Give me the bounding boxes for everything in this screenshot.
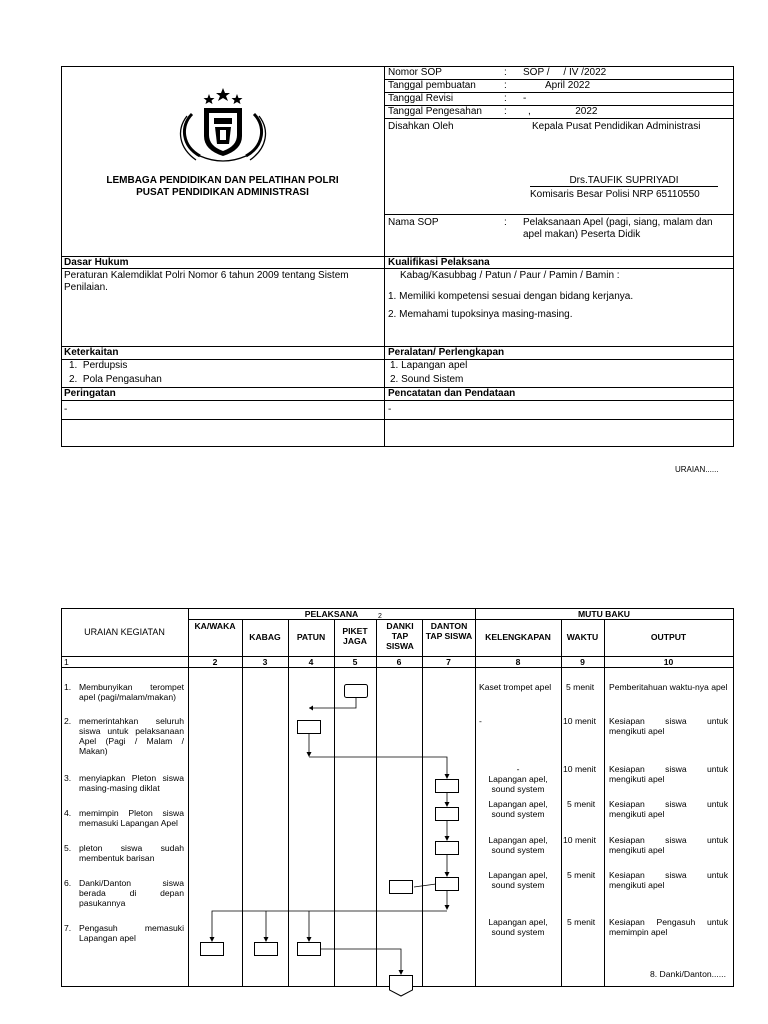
page-number: 2 <box>378 613 382 620</box>
signer-rank: Komisaris Besar Polisi NRP 65110550 <box>530 189 700 200</box>
col-kabag-header: KABAG <box>249 632 281 642</box>
tanggal-pengesahan-label: Tanggal Pengesahan <box>388 106 482 117</box>
tanggal-pengesahan-value: , 2022 <box>528 106 598 117</box>
col-number-9: 9 <box>580 657 585 667</box>
kualifikasi-title: Kualifikasi Pelaksana <box>388 257 490 268</box>
tanggal-pembuatan-label: Tanggal pembuatan <box>388 80 476 91</box>
tanggal-pembuatan-sep: : <box>504 80 507 91</box>
tanggal-revisi-sep: : <box>504 93 507 104</box>
step-3-kelengkapan: - Lapangan apel, sound system <box>488 764 548 794</box>
keterkaitan-title: Keterkaitan <box>64 347 119 358</box>
mutu-baku-header: MUTU BAKU <box>577 609 631 619</box>
col-kelengkapan-header: KELENGKAPAN <box>485 632 551 642</box>
step-4-no: 4. <box>64 808 72 818</box>
step-2-waktu: 10 menit <box>563 716 596 726</box>
tanggal-pengesahan-sep: : <box>504 106 507 117</box>
disahkan-label: Disahkan Oleh <box>388 121 454 132</box>
step-2-kelengkapan: - <box>479 716 482 726</box>
signer-name: Drs.TAUFIK SUPRIYADI <box>569 175 679 186</box>
continue-note: URAIAN...... <box>675 465 719 474</box>
col-number-5: 5 <box>352 657 358 667</box>
peralatan-item-2: 2. Sound Sistem <box>390 374 464 385</box>
step-1-waktu: 5 menit <box>566 682 595 692</box>
peringatan-text: - <box>64 404 68 415</box>
step-5-no: 5. <box>64 843 72 853</box>
step-6-text: Danki/Danton siswa berada di depan pasukannya <box>79 878 184 908</box>
nomor-sop-sep: : <box>504 67 507 78</box>
col-piket-header: PIKET JAGA <box>342 626 368 646</box>
step-1-output: Pemberitahuan waktu-nya apel <box>609 682 728 692</box>
kualifikasi-intro: Kabag/Kasubbag / Patun / Paur / Pamin / Bamin : <box>400 270 620 281</box>
col-number-6: 6 <box>396 657 402 667</box>
col-number-8: 8 <box>515 657 521 667</box>
col-number-2: 2 <box>212 657 218 667</box>
tanggal-pembuatan-value: April 2022 <box>545 80 591 91</box>
step-5-kelengkapan: Lapangan apel, sound system <box>488 835 548 855</box>
pencatatan-text: - <box>388 404 392 415</box>
step-1-no: 1. <box>64 682 72 692</box>
pencatatan-title: Pencatatan dan Pendataan <box>388 388 516 399</box>
step-6-no: 6. <box>64 878 72 888</box>
col-patun-header: PATUN <box>296 632 326 642</box>
peringatan-title: Peringatan <box>64 388 116 399</box>
step-6-output: Kesiapan siswa untuk mengikuti apel <box>609 870 728 890</box>
org-name-line2: PUSAT PENDIDIKAN ADMINISTRASI <box>136 187 309 198</box>
step-4-output: Kesiapan siswa untuk mengikuti apel <box>609 799 728 819</box>
step-3-output: Kesiapan siswa untuk mengikuti apel <box>609 764 728 784</box>
step-3-text: menyiapkan Pleton siswa masing-masing diklat <box>79 773 184 793</box>
step-5-waktu: 10 menit <box>563 835 596 845</box>
nama-sop-label: Nama SOP <box>388 217 439 228</box>
step-7-output: Kesiapan Pengasuh untuk memimpin apel <box>609 917 728 937</box>
col-number-4: 4 <box>308 657 314 667</box>
nama-sop-value: Pelaksanaan Apel (pagi, siang, malam dan apel makan) Peserta Didik <box>523 217 713 240</box>
step-7-waktu: 5 menit <box>567 917 596 927</box>
step-7-no: 7. <box>64 923 72 933</box>
disahkan-value: Kepala Pusat Pendidikan Administrasi <box>532 121 701 132</box>
step-2-text: memerintahkan seluruh siswa untuk pelaksanaan Apel (Pagi / Malam / Makan) <box>79 716 184 756</box>
step-6-waktu: 5 menit <box>567 870 596 880</box>
step-2-output: Kesiapan siswa untuk mengikuti apel <box>609 716 728 736</box>
step-1-kelengkapan: Kaset trompet apel <box>479 682 552 692</box>
kualifikasi-item-1: 1. Memiliki kompetensi sesuai dengan bidang kerjanya. <box>388 291 634 302</box>
keterkaitan-item-1: 1. Perdupsis <box>69 360 128 371</box>
col-uraian-header: URAIAN KEGIATAN <box>84 627 165 637</box>
pelaksana-header: PELAKSANA <box>304 609 359 619</box>
step-3-no: 3. <box>64 773 72 783</box>
step-1-text: Membunyikan terompet apel (pagi/malam/makan) <box>79 682 184 702</box>
step-4-waktu: 5 menit <box>567 799 596 809</box>
kualifikasi-item-2: 2. Memahami tupoksinya masing-masing. <box>388 309 573 320</box>
step-5-text: pleton siswa sudah membentuk barisan <box>79 843 184 863</box>
col-number-7: 7 <box>446 657 451 667</box>
col-kawaka-header: KA/WAKA <box>194 621 236 631</box>
step-7-kelengkapan: Lapangan apel, sound system <box>488 917 548 937</box>
col-output-header: OUTPUT <box>650 632 687 642</box>
col-danki-header: DANKI TAP SISWA <box>386 621 414 651</box>
peralatan-item-1: 1. Lapangan apel <box>390 360 468 371</box>
dasar-hukum-title: Dasar Hukum <box>64 257 129 268</box>
step-5-output: Kesiapan siswa untuk mengikuti apel <box>609 835 728 855</box>
nomor-sop-value: SOP / / IV /2022 <box>523 67 607 78</box>
step-7-text: Pengasuh memasuki Lapangan apel <box>79 923 184 943</box>
next-step-note: 8. Danki/Danton...... <box>650 969 726 979</box>
step-4-kelengkapan: Lapangan apel, sound system <box>488 799 548 819</box>
tanggal-revisi-value: - <box>523 93 527 104</box>
col-number-10: 10 <box>663 657 674 667</box>
step-2-no: 2. <box>64 716 72 726</box>
nama-sop-sep: : <box>504 217 507 228</box>
step-3-waktu: 10 menit <box>563 764 596 774</box>
peralatan-title: Peralatan/ Perlengkapan <box>388 347 505 358</box>
nomor-sop-label: Nomor SOP <box>388 67 442 78</box>
col-number-1: 1 <box>64 657 69 667</box>
org-name-line1: LEMBAGA PENDIDIKAN DAN PELATIHAN POLRI <box>106 175 339 186</box>
col-waktu-header: WAKTU <box>566 632 599 642</box>
step-6-kelengkapan: Lapangan apel, sound system <box>488 870 548 890</box>
step-4-text: memimpin Pleton siswa memasuki Lapangan Apel <box>79 808 184 828</box>
tanggal-revisi-label: Tanggal Revisi <box>388 93 454 104</box>
col-number-3: 3 <box>262 657 268 667</box>
col-danton-header: DANTON TAP SISWA <box>425 621 473 641</box>
keterkaitan-item-2: 2. Pola Pengasuhan <box>69 374 162 385</box>
dasar-hukum-text: Peraturan Kalemdiklat Polri Nomor 6 tahun 2009 tentang Sistem Penilaian. <box>64 270 349 293</box>
